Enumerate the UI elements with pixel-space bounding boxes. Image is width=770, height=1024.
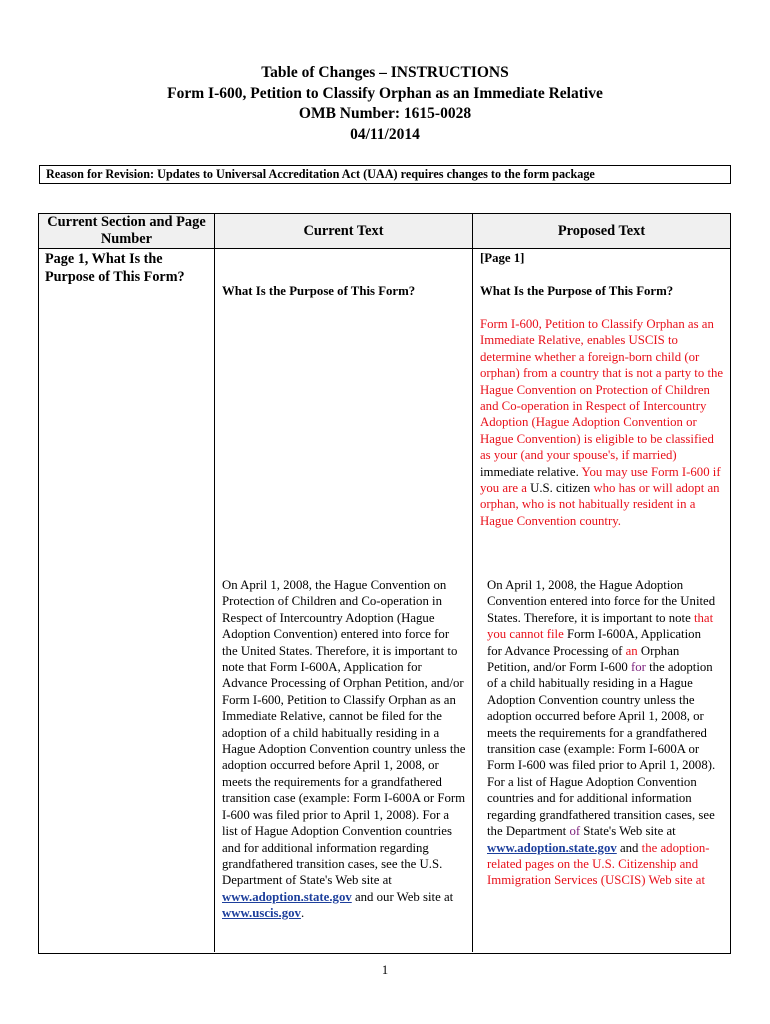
unchanged-text: U.S. citizen <box>526 481 591 496</box>
proposed-heading: What Is the Purpose of This Form? <box>480 284 674 298</box>
proposed-page-ref: [Page 1] <box>480 251 525 265</box>
current-paragraph-text: On April 1, 2008, the Hague Convention on Protection of Children and Co-operation in Respect of Intercountry Adoption (Hague Adoption Convention) entered into force for the United States. Therefore, it is important to note that Form I-600A, Application for Advance Processing of Orphan Petition, and/or Form I-600, Petition to Classify Orphan as an Immediate Relative, cannot be filed for the adoption of a child habitually residing in a Hague Adoption Convention country unless the adoption occurred before April 1, 2008, or meets the requirements for a grandfathered transition case (example: Form I-600A or Form I-600 was filed prior to April 1, 2008). For a list of Hague Adoption Convention countries and for additional information regarding grandfathered transition cases, see the U.S. Department of State's Web site at <box>222 578 466 888</box>
changes-table <box>38 213 731 954</box>
column-divider <box>472 213 473 952</box>
table-header-row <box>39 213 730 249</box>
column-divider <box>214 213 215 952</box>
omb-number: OMB Number: 1615-0028 <box>298 105 472 122</box>
unchanged-text: Orphan Petition, and/or Form I-600 <box>487 643 680 675</box>
inserted-text: the adoption-related pages on the U.S. Citizenship and Immigration Services (USCIS) Web site at <box>487 840 710 888</box>
header-proposed-text: Proposed Text <box>557 222 646 239</box>
inserted-text: that you cannot file <box>487 610 714 642</box>
inserted-text: Form I-600, Petition to Classify Orphan as an Immediate Relative, enables USCIS to determine whether a foreign-born child (or orphan) from a country that is not a party to the Hague Convention on Protection of Children and Co-operation in Respect of Intercountry Adoption (Hague Adoption Convention or Hague Convention) is eligible to be classified as your (and your spouse's, if married) <box>480 317 724 463</box>
changed-text: for <box>630 660 646 675</box>
section-label: Page 1, What Is the Purpose of This Form? <box>45 251 185 285</box>
current-paragraph <box>222 577 467 922</box>
current-heading: What Is the Purpose of This Form? <box>222 284 416 298</box>
link-adoption-state-gov[interactable]: www.adoption.state.gov <box>487 840 617 855</box>
unchanged-text: State's Web site at <box>580 824 676 839</box>
page-number: 1 <box>381 963 389 977</box>
current-paragraph-text: . <box>300 906 305 921</box>
current-paragraph-text: and our Web site at <box>351 889 454 904</box>
inserted-text: You may use Form I-600 if you are a <box>480 464 721 496</box>
unchanged-text: and <box>616 840 642 855</box>
unchanged-text: Form I-600A, Application for Advance Processing of <box>487 627 701 658</box>
unchanged-text: On April 1, 2008, the Hague Adoption Convention entered into force for the United States. Therefore, it is important to note <box>487 578 716 625</box>
header-current-text: Current Text <box>303 222 384 239</box>
changed-text: of <box>569 824 581 839</box>
link-uscis-gov[interactable]: www.uscis.gov <box>222 906 301 921</box>
inserted-text: who has or will adopt an orphan, who is not habitually resident in a Hague Convention country. <box>480 481 720 528</box>
reason-for-revision: Reason for Revision: Updates to Universal Accreditation Act (UAA) requires changes to the form package <box>39 165 731 184</box>
inserted-text: an <box>625 643 638 658</box>
proposed-hague-paragraph <box>487 577 719 889</box>
unchanged-text: the adoption of a child habitually residing in a Hague Adoption Convention country unless the adoption occurred before April 1, 2008, or meets the requirements for a grandfathered transition case (example: Form I-600A or Form I-600 was filed prior to April 1, 2008). For a list of Hague Adoption Convention countries and for additional information regarding grandfathered transition cases, see the Department <box>487 660 716 839</box>
proposed-purpose-paragraph <box>480 316 726 529</box>
title-line-2: Form I-600, Petition to Classify Orphan as an Immediate Relative <box>167 84 603 102</box>
document-title <box>0 63 770 145</box>
unchanged-text: immediate relative. <box>480 464 579 479</box>
title-line-1: Table of Changes – INSTRUCTIONS <box>261 64 509 81</box>
header-current-section: Current Section and Page Number <box>47 214 206 247</box>
link-adoption-state-gov[interactable]: www.adoption.state.gov <box>222 889 352 904</box>
document-date: 04/11/2014 <box>350 125 420 143</box>
